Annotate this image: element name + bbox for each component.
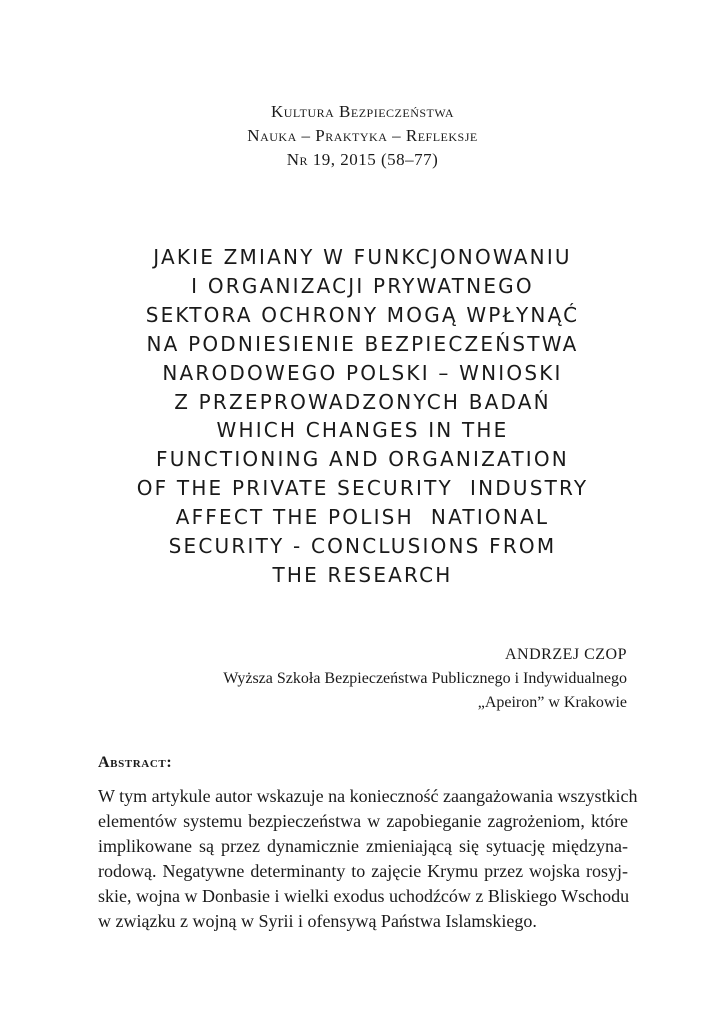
journal-title: Kultura Bezpieczeństwa [270, 102, 455, 121]
title-pl-line: NA PODNIESIENIE BEZPIECZEŃSTWA [146, 332, 579, 356]
abstract-line: w związku z wojną w Syrii i ofensywą Państwa Islamskiego. [98, 911, 537, 931]
journal-header [0, 100, 725, 172]
abstract-line: rodową. Negatywne determinanty to zajęcie Krymu przez wojska rosyj- [98, 861, 628, 881]
abstract-line: W tym artykule autor wskazuje na konieczność zaangażowania wszystkich [98, 786, 638, 806]
abstract-line: elementów systemu bezpieczeństwa w zapobieganie zagrożeniom, które [98, 811, 628, 831]
title-en-line: OF THE PRIVATE SECURITY INDUSTRY [136, 476, 589, 500]
author-block [223, 643, 627, 715]
title-en-line: AFFECT THE POLISH NATIONAL [175, 505, 550, 529]
article-title-polish [0, 243, 725, 417]
title-en-line: WHICH CHANGES IN THE [216, 418, 509, 442]
journal-issue: Nr 19, 2015 (58–77) [286, 150, 439, 169]
author-affiliation: Wyższa Szkoła Bezpieczeństwa Publicznego i Indywidualnego [223, 670, 627, 687]
article-title-english [0, 416, 725, 590]
abstract-body [98, 784, 638, 934]
journal-subtitle: Nauka – Praktyka – Refleksje [247, 126, 478, 145]
abstract-line: skie, wojna w Donbasie i wielki exodus uchodźców z Bliskiego Wschodu [98, 886, 630, 906]
title-en-line: FUNCTIONING AND ORGANIZATION [156, 447, 569, 471]
title-pl-line: JAKIE ZMIANY W FUNKCJONOWANIU [153, 245, 572, 269]
title-pl-line: Z PRZEPROWADZONYCH BADAŃ [174, 390, 551, 414]
title-pl-line: I ORGANIZACJI PRYWATNEGO [191, 274, 534, 298]
title-en-line: SECURITY - CONCLUSIONS FROM [168, 534, 557, 558]
abstract-heading: Abstract: [98, 754, 173, 771]
abstract-line: implikowane są przez dynamicznie zmieniającą się sytuację międzyna- [98, 836, 628, 856]
title-pl-line: SEKTORA OCHRONY MOGĄ WPŁYNĄĆ [145, 303, 580, 327]
title-en-line: THE RESEARCH [272, 563, 453, 587]
author-affiliation-city: „Apeiron” w Krakowie [477, 694, 627, 711]
author-name: ANDRZEJ CZOP [504, 646, 627, 663]
title-pl-line: NARODOWEGO POLSKI – WNIOSKI [162, 361, 563, 385]
